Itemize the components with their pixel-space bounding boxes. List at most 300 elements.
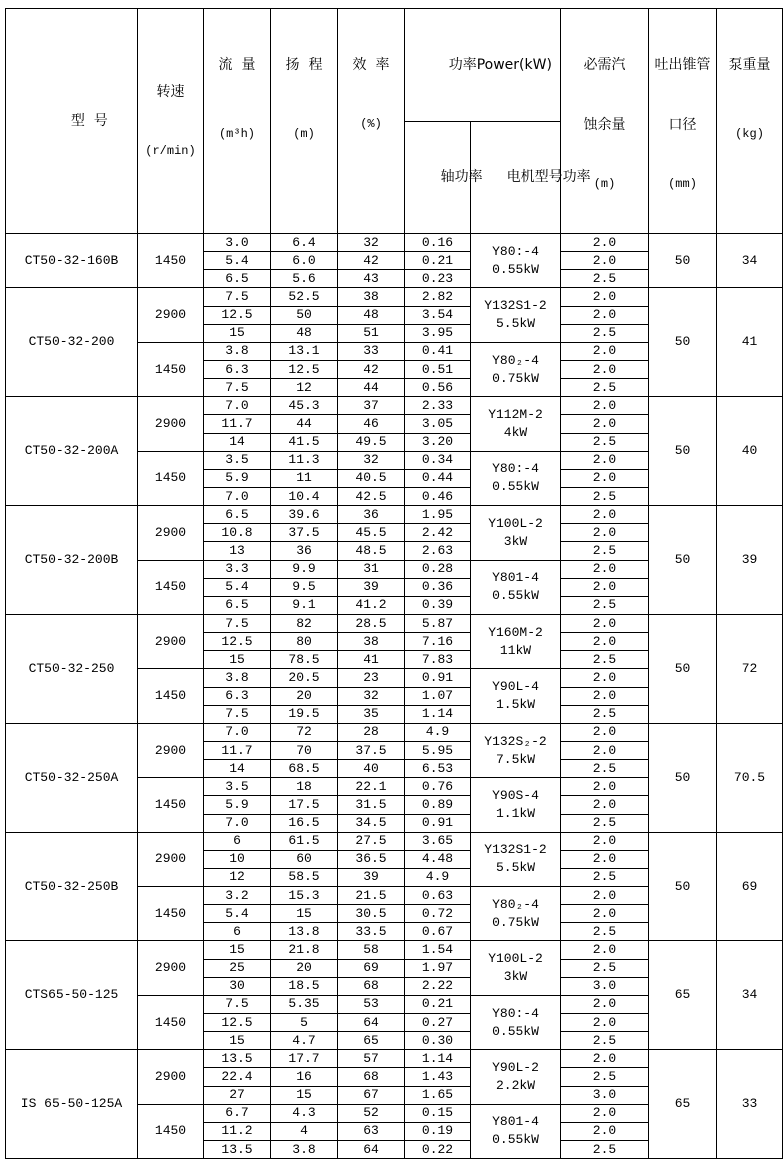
motor-type: Y100L-2 — [488, 951, 543, 967]
motor-type: Y801-4 — [492, 1114, 539, 1130]
speed-cell: 2900 — [138, 723, 204, 777]
head-cell: 78.5 — [271, 651, 338, 669]
npsh-cell: 2.0 — [561, 669, 649, 687]
header-speed-unit: (r/min) — [145, 144, 196, 158]
motor-cell — [471, 288, 561, 342]
flow-cell: 15 — [204, 651, 271, 669]
shaft-power-cell: 0.15 — [405, 1104, 471, 1122]
efficiency-cell: 39 — [338, 868, 405, 886]
npsh-cell: 2.5 — [561, 1141, 649, 1159]
efficiency-cell: 36.5 — [338, 850, 405, 868]
flow-cell: 3.3 — [204, 560, 271, 578]
head-cell: 9.1 — [271, 596, 338, 614]
flow-cell: 12.5 — [204, 1014, 271, 1032]
efficiency-cell: 68 — [338, 977, 405, 995]
efficiency-cell: 38 — [338, 633, 405, 651]
weight-cell: 33 — [717, 1050, 783, 1159]
model-cell: CT50-32-200B — [6, 506, 138, 615]
head-cell: 37.5 — [271, 524, 338, 542]
npsh-cell: 2.0 — [561, 560, 649, 578]
shaft-power-cell: 2.33 — [405, 397, 471, 415]
model-cell: IS 65-50-125A — [6, 1050, 138, 1159]
efficiency-cell: 32 — [338, 687, 405, 705]
motor-cell — [471, 723, 561, 777]
speed-cell: 1450 — [138, 887, 204, 941]
model-cell: CT50-32-200 — [6, 288, 138, 397]
motor-power: 0.75kW — [492, 370, 539, 386]
head-cell: 9.5 — [271, 578, 338, 596]
speed-cell: 1450 — [138, 778, 204, 832]
motor-type: Y160M-2 — [488, 624, 543, 640]
efficiency-cell: 48 — [338, 306, 405, 324]
efficiency-cell: 40.5 — [338, 469, 405, 487]
head-cell: 18 — [271, 778, 338, 796]
weight-cell: 34 — [717, 234, 783, 288]
header-motor — [471, 121, 591, 234]
flow-cell: 15 — [204, 324, 271, 342]
motor-type: Y112M-2 — [488, 406, 543, 422]
motor-power: 0.55kW — [492, 1132, 539, 1148]
npsh-cell: 2.5 — [561, 379, 649, 397]
outlet-cell: 50 — [649, 506, 717, 615]
flow-cell: 6.3 — [204, 687, 271, 705]
head-cell: 19.5 — [271, 705, 338, 723]
speed-cell: 1450 — [138, 560, 204, 614]
header-speed — [138, 9, 204, 234]
efficiency-cell: 30.5 — [338, 905, 405, 923]
flow-cell: 6.5 — [204, 596, 271, 614]
npsh-cell: 2.0 — [561, 995, 649, 1013]
motor-power: 5.5kW — [495, 860, 535, 876]
weight-cell: 39 — [717, 506, 783, 615]
npsh-cell: 2.5 — [561, 651, 649, 669]
flow-cell: 11.7 — [204, 741, 271, 759]
flow-cell: 7.5 — [204, 379, 271, 397]
npsh-cell: 2.5 — [561, 487, 649, 505]
shaft-power-cell: 0.39 — [405, 596, 471, 614]
npsh-cell: 2.0 — [561, 469, 649, 487]
head-cell: 5 — [271, 1014, 338, 1032]
shaft-power-cell: 0.22 — [405, 1141, 471, 1159]
shaft-power-cell: 7.83 — [405, 651, 471, 669]
speed-cell: 2900 — [138, 397, 204, 451]
motor-power: 1.1kW — [495, 805, 535, 821]
header-model — [6, 9, 138, 234]
head-cell: 17.5 — [271, 796, 338, 814]
npsh-cell: 2.0 — [561, 415, 649, 433]
motor-power: 3kW — [503, 969, 528, 985]
outlet-cell: 50 — [649, 397, 717, 506]
shaft-power-cell: 0.44 — [405, 469, 471, 487]
motor-type: Y90S-4 — [492, 787, 539, 803]
flow-cell: 30 — [204, 977, 271, 995]
motor-type: Y80₂-4 — [492, 352, 539, 368]
head-cell: 13.1 — [271, 342, 338, 360]
motor-cell — [471, 451, 561, 505]
weight-cell: 34 — [717, 941, 783, 1050]
shaft-power-cell: 0.30 — [405, 1032, 471, 1050]
flow-cell: 14 — [204, 433, 271, 451]
shaft-power-cell: 0.21 — [405, 995, 471, 1013]
header-outlet-line1: 吐出锥管 — [654, 57, 711, 73]
model-cell: CT50-32-250 — [6, 614, 138, 723]
table-body — [6, 234, 783, 1159]
shaft-power-cell: 4.9 — [405, 868, 471, 886]
speed-cell: 1450 — [138, 669, 204, 723]
table-row — [6, 832, 783, 850]
head-cell: 4.3 — [271, 1104, 338, 1122]
flow-cell: 7.5 — [204, 995, 271, 1013]
head-cell: 12.5 — [271, 360, 338, 378]
head-cell: 36 — [271, 542, 338, 560]
efficiency-cell: 41 — [338, 651, 405, 669]
motor-cell — [471, 1104, 561, 1158]
shaft-power-cell: 0.51 — [405, 360, 471, 378]
motor-power: 0.75kW — [492, 914, 539, 930]
head-cell: 6.0 — [271, 252, 338, 270]
npsh-cell: 3.0 — [561, 1086, 649, 1104]
weight-cell: 70.5 — [717, 723, 783, 832]
motor-type: Y90L-4 — [492, 679, 539, 695]
header-npsh-line1: 必需汽 — [583, 57, 626, 73]
flow-cell: 10.8 — [204, 524, 271, 542]
motor-type: Y90L-2 — [492, 1060, 539, 1076]
header-head-unit: (m) — [293, 127, 315, 141]
motor-type: Y132S₂-2 — [484, 733, 547, 749]
head-cell: 5.35 — [271, 995, 338, 1013]
motor-power: 0.55kW — [492, 261, 539, 277]
flow-cell: 12.5 — [204, 306, 271, 324]
header-power-label: 功率Power(kW) — [448, 56, 552, 73]
head-cell: 18.5 — [271, 977, 338, 995]
motor-type: Y801-4 — [492, 570, 539, 586]
head-cell: 16.5 — [271, 814, 338, 832]
head-cell: 72 — [271, 723, 338, 741]
shaft-power-cell: 0.28 — [405, 560, 471, 578]
shaft-power-cell: 0.76 — [405, 778, 471, 796]
head-cell: 68.5 — [271, 760, 338, 778]
head-cell: 3.8 — [271, 1141, 338, 1159]
head-cell: 5.6 — [271, 270, 338, 288]
efficiency-cell: 42 — [338, 252, 405, 270]
flow-cell: 15 — [204, 1032, 271, 1050]
head-cell: 15 — [271, 905, 338, 923]
flow-cell: 6 — [204, 923, 271, 941]
efficiency-cell: 28 — [338, 723, 405, 741]
head-cell: 4 — [271, 1122, 338, 1140]
speed-cell: 1450 — [138, 995, 204, 1049]
efficiency-cell: 53 — [338, 995, 405, 1013]
head-cell: 60 — [271, 850, 338, 868]
head-cell: 48 — [271, 324, 338, 342]
npsh-cell: 2.0 — [561, 1050, 649, 1068]
weight-cell: 72 — [717, 614, 783, 723]
efficiency-cell: 35 — [338, 705, 405, 723]
npsh-cell: 2.5 — [561, 1032, 649, 1050]
motor-type: Y100L-2 — [488, 515, 543, 531]
flow-cell: 25 — [204, 959, 271, 977]
shaft-power-cell: 3.54 — [405, 306, 471, 324]
shaft-power-cell: 5.87 — [405, 614, 471, 632]
head-cell: 20 — [271, 959, 338, 977]
shaft-power-cell: 0.34 — [405, 451, 471, 469]
head-cell: 20.5 — [271, 669, 338, 687]
outlet-cell: 50 — [649, 832, 717, 941]
shaft-power-cell: 0.91 — [405, 669, 471, 687]
shaft-power-cell: 3.65 — [405, 832, 471, 850]
flow-cell: 6.5 — [204, 270, 271, 288]
efficiency-cell: 31 — [338, 560, 405, 578]
efficiency-cell: 57 — [338, 1050, 405, 1068]
shaft-power-cell: 0.19 — [405, 1122, 471, 1140]
npsh-cell: 2.5 — [561, 270, 649, 288]
npsh-cell: 2.0 — [561, 905, 649, 923]
npsh-cell: 2.5 — [561, 814, 649, 832]
speed-cell: 1450 — [138, 451, 204, 505]
motor-cell — [471, 560, 561, 614]
efficiency-cell: 64 — [338, 1141, 405, 1159]
npsh-cell: 2.0 — [561, 687, 649, 705]
shaft-power-cell: 4.9 — [405, 723, 471, 741]
motor-type: Y80:-4 — [492, 243, 539, 259]
header-outlet-unit: (mm) — [668, 177, 697, 191]
motor-cell — [471, 832, 561, 886]
flow-cell: 3.8 — [204, 669, 271, 687]
flow-cell: 7.0 — [204, 397, 271, 415]
header-head-label: 扬 程 — [285, 57, 323, 73]
motor-type: Y132S1-2 — [484, 298, 547, 314]
head-cell: 15 — [271, 1086, 338, 1104]
flow-cell: 15 — [204, 941, 271, 959]
model-cell: CT50-32-200A — [6, 397, 138, 506]
header-motor-label: 电机型号功率 — [506, 169, 591, 186]
flow-cell: 13 — [204, 542, 271, 560]
flow-cell: 11.2 — [204, 1122, 271, 1140]
motor-cell — [471, 887, 561, 941]
motor-power: 7.5kW — [495, 751, 535, 767]
npsh-cell: 2.5 — [561, 959, 649, 977]
header-efficiency-label: 效 率 — [352, 57, 390, 73]
npsh-cell: 2.0 — [561, 796, 649, 814]
flow-cell: 7.0 — [204, 814, 271, 832]
motor-cell — [471, 995, 561, 1049]
npsh-cell: 2.0 — [561, 850, 649, 868]
outlet-cell: 65 — [649, 1050, 717, 1159]
weight-cell: 41 — [717, 288, 783, 397]
shaft-power-cell: 1.95 — [405, 506, 471, 524]
efficiency-cell: 37 — [338, 397, 405, 415]
efficiency-cell: 63 — [338, 1122, 405, 1140]
head-cell: 58.5 — [271, 868, 338, 886]
model-cell: CT50-32-160B — [6, 234, 138, 288]
npsh-cell: 2.0 — [561, 723, 649, 741]
shaft-power-cell: 0.91 — [405, 814, 471, 832]
head-cell: 11.3 — [271, 451, 338, 469]
motor-power: 0.55kW — [492, 588, 539, 604]
shaft-power-cell: 3.95 — [405, 324, 471, 342]
table-header — [6, 9, 783, 234]
flow-cell: 11.7 — [204, 415, 271, 433]
npsh-cell: 2.0 — [561, 234, 649, 252]
flow-cell: 10 — [204, 850, 271, 868]
npsh-cell: 2.0 — [561, 306, 649, 324]
shaft-power-cell: 0.41 — [405, 342, 471, 360]
npsh-cell: 2.0 — [561, 506, 649, 524]
head-cell: 15.3 — [271, 887, 338, 905]
efficiency-cell: 21.5 — [338, 887, 405, 905]
npsh-cell: 2.0 — [561, 360, 649, 378]
npsh-cell: 2.5 — [561, 868, 649, 886]
npsh-cell: 2.0 — [561, 397, 649, 415]
shaft-power-cell: 0.21 — [405, 252, 471, 270]
efficiency-cell: 49.5 — [338, 433, 405, 451]
shaft-power-cell: 4.48 — [405, 850, 471, 868]
flow-cell: 14 — [204, 760, 271, 778]
header-efficiency — [338, 9, 405, 234]
flow-cell: 6.7 — [204, 1104, 271, 1122]
efficiency-cell: 28.5 — [338, 614, 405, 632]
flow-cell: 3.0 — [204, 234, 271, 252]
motor-cell — [471, 506, 561, 560]
motor-type: Y80₂-4 — [492, 896, 539, 912]
outlet-cell: 65 — [649, 941, 717, 1050]
head-cell: 6.4 — [271, 234, 338, 252]
efficiency-cell: 38 — [338, 288, 405, 306]
header-outlet-line2: 口径 — [668, 117, 697, 133]
motor-type: Y80:-4 — [492, 461, 539, 477]
speed-cell: 2900 — [138, 1050, 204, 1104]
efficiency-cell: 68 — [338, 1068, 405, 1086]
efficiency-cell: 22.1 — [338, 778, 405, 796]
efficiency-cell: 42.5 — [338, 487, 405, 505]
model-cell: CTS65-50-125 — [6, 941, 138, 1050]
flow-cell: 5.4 — [204, 252, 271, 270]
header-model-label: 型 号 — [70, 113, 108, 129]
npsh-cell: 2.0 — [561, 778, 649, 796]
shaft-power-cell: 0.67 — [405, 923, 471, 941]
outlet-cell: 50 — [649, 234, 717, 288]
npsh-cell: 2.0 — [561, 451, 649, 469]
shaft-power-cell: 0.23 — [405, 270, 471, 288]
header-weight-label: 泵重量 — [728, 57, 771, 73]
motor-power: 4kW — [503, 424, 528, 440]
table-row — [6, 288, 783, 306]
efficiency-cell: 39 — [338, 578, 405, 596]
efficiency-cell: 44 — [338, 379, 405, 397]
npsh-cell: 2.5 — [561, 542, 649, 560]
head-cell: 4.7 — [271, 1032, 338, 1050]
shaft-power-cell: 1.07 — [405, 687, 471, 705]
header-power — [405, 9, 561, 122]
head-cell: 20 — [271, 687, 338, 705]
header-speed-label: 转速 — [156, 84, 185, 100]
efficiency-cell: 23 — [338, 669, 405, 687]
head-cell: 70 — [271, 741, 338, 759]
head-cell: 41.5 — [271, 433, 338, 451]
weight-cell: 69 — [717, 832, 783, 941]
head-cell: 13.8 — [271, 923, 338, 941]
weight-cell: 40 — [717, 397, 783, 506]
motor-power: 5.5kW — [495, 316, 535, 332]
head-cell: 61.5 — [271, 832, 338, 850]
motor-power: 2.2kW — [495, 1078, 535, 1094]
npsh-cell: 2.0 — [561, 1104, 649, 1122]
motor-cell — [471, 1050, 561, 1104]
head-cell: 9.9 — [271, 560, 338, 578]
head-cell: 21.8 — [271, 941, 338, 959]
efficiency-cell: 33.5 — [338, 923, 405, 941]
efficiency-cell: 37.5 — [338, 741, 405, 759]
table-row — [6, 614, 783, 632]
efficiency-cell: 32 — [338, 451, 405, 469]
npsh-cell: 2.5 — [561, 433, 649, 451]
header-outlet — [649, 9, 717, 234]
motor-cell — [471, 941, 561, 995]
shaft-power-cell: 0.72 — [405, 905, 471, 923]
efficiency-cell: 32 — [338, 234, 405, 252]
npsh-cell: 2.5 — [561, 705, 649, 723]
shaft-power-cell: 6.53 — [405, 760, 471, 778]
motor-cell — [471, 234, 561, 288]
shaft-power-cell: 2.63 — [405, 542, 471, 560]
shaft-power-cell: 7.16 — [405, 633, 471, 651]
head-cell: 39.6 — [271, 506, 338, 524]
motor-cell — [471, 778, 561, 832]
header-npsh-unit: (m) — [593, 177, 616, 191]
flow-cell: 7.5 — [204, 705, 271, 723]
efficiency-cell: 27.5 — [338, 832, 405, 850]
head-cell: 12 — [271, 379, 338, 397]
motor-power: 11kW — [499, 642, 532, 658]
efficiency-cell: 65 — [338, 1032, 405, 1050]
flow-cell: 3.5 — [204, 451, 271, 469]
shaft-power-cell: 1.14 — [405, 1050, 471, 1068]
table-row — [6, 1050, 783, 1068]
efficiency-cell: 48.5 — [338, 542, 405, 560]
efficiency-cell: 33 — [338, 342, 405, 360]
speed-cell: 2900 — [138, 614, 204, 668]
efficiency-cell: 51 — [338, 324, 405, 342]
efficiency-cell: 58 — [338, 941, 405, 959]
shaft-power-cell: 1.43 — [405, 1068, 471, 1086]
npsh-cell: 2.0 — [561, 252, 649, 270]
efficiency-cell: 40 — [338, 760, 405, 778]
shaft-power-cell: 2.42 — [405, 524, 471, 542]
npsh-cell: 2.0 — [561, 524, 649, 542]
outlet-cell: 50 — [649, 614, 717, 723]
shaft-power-cell: 0.89 — [405, 796, 471, 814]
efficiency-cell: 41.2 — [338, 596, 405, 614]
npsh-cell: 2.0 — [561, 614, 649, 632]
head-cell: 45.3 — [271, 397, 338, 415]
pump-spec-table — [5, 8, 783, 1159]
efficiency-cell: 34.5 — [338, 814, 405, 832]
npsh-cell: 2.5 — [561, 324, 649, 342]
head-cell: 80 — [271, 633, 338, 651]
head-cell: 10.4 — [271, 487, 338, 505]
speed-cell: 1450 — [138, 1104, 204, 1158]
flow-cell: 7.0 — [204, 723, 271, 741]
header-npsh-line2: 蚀余量 — [583, 117, 626, 133]
header-weight-unit: (kg) — [735, 127, 764, 141]
npsh-cell: 3.0 — [561, 977, 649, 995]
motor-cell — [471, 614, 561, 668]
npsh-cell: 2.0 — [561, 741, 649, 759]
flow-cell: 5.9 — [204, 469, 271, 487]
shaft-power-cell: 1.54 — [405, 941, 471, 959]
npsh-cell: 2.0 — [561, 941, 649, 959]
table-row — [6, 506, 783, 524]
